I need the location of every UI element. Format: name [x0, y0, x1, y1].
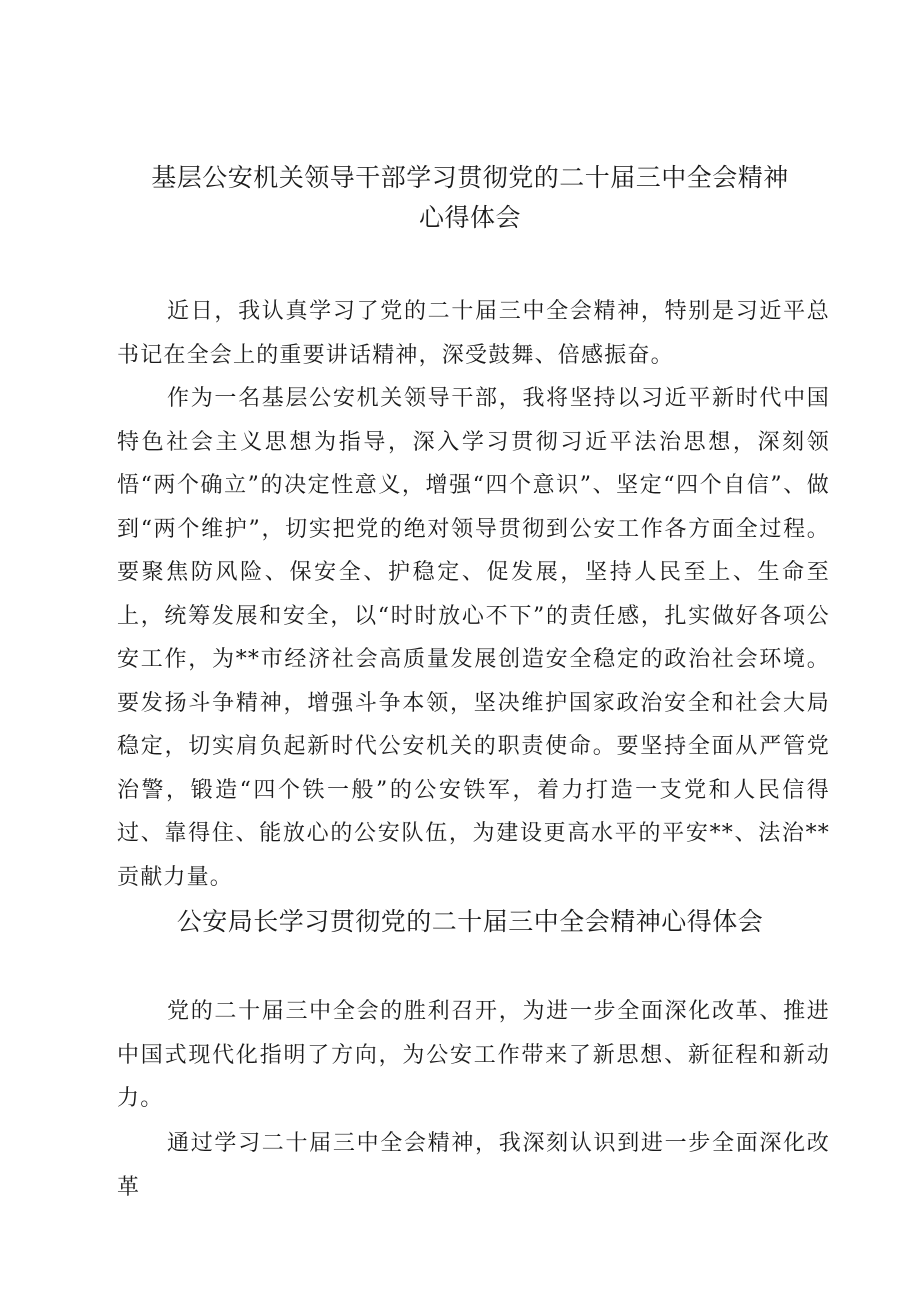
article-1-title: 基层公安机关领导干部学习贯彻党的二十届三中全会精神心得体会 [151, 163, 789, 232]
article-1-paragraph-1: 近日，我认真学习了党的二十届三中全会精神，特别是习近平总书记在全会上的重要讲话精神，深受鼓舞、倍感振奋。 [117, 299, 830, 368]
article-2-title: 公安局长学习贯彻党的二十届三中全会精神心得体会 [176, 907, 764, 936]
article-2-paragraph-1: 党的二十届三中全会的胜利召开，为进一步全面深化改革、推进中国式现代化指明了方向，为公安工作带来了新思想、新征程和新动力。 [117, 999, 830, 1111]
article-2-paragraph-2: 通过学习二十届三中全会精神，我深刻认识到进一步全面深化改革 [117, 1131, 830, 1200]
article-1-paragraph-2: 作为一名基层公安机关领导干部，我将坚持以习近平新时代中国特色社会主义思想为指导，深入学习贯彻习近平法治思想，深刻领悟“两个确立”的决定性意义，增强“四个意识”、坚定“四个自信”、做到“两个维护”，切实把党的绝对领导贯彻到公安工作各方面全过程。要聚焦防风险、保安全、护稳定、促发展，坚持人民至上、生命至上，统筹发展和安全，以“时时放心不下”的责任感，扎实做好各项公安工作，为**市经济社会高质量发展创造安全稳定的政治社会环境。要发扬斗争精神，增强斗争本领，坚决维护国家政治安全和社会大局稳定，切实肩负起新时代公安机关的职责使命。要坚持全面从严管党治警，锻造“四个铁一般”的公安铁军，着力打造一支党和人民信得过、靠得住、能放心的公安队伍，为建设更高水平的平安**、法治**贡献力量。 [117, 386, 830, 890]
